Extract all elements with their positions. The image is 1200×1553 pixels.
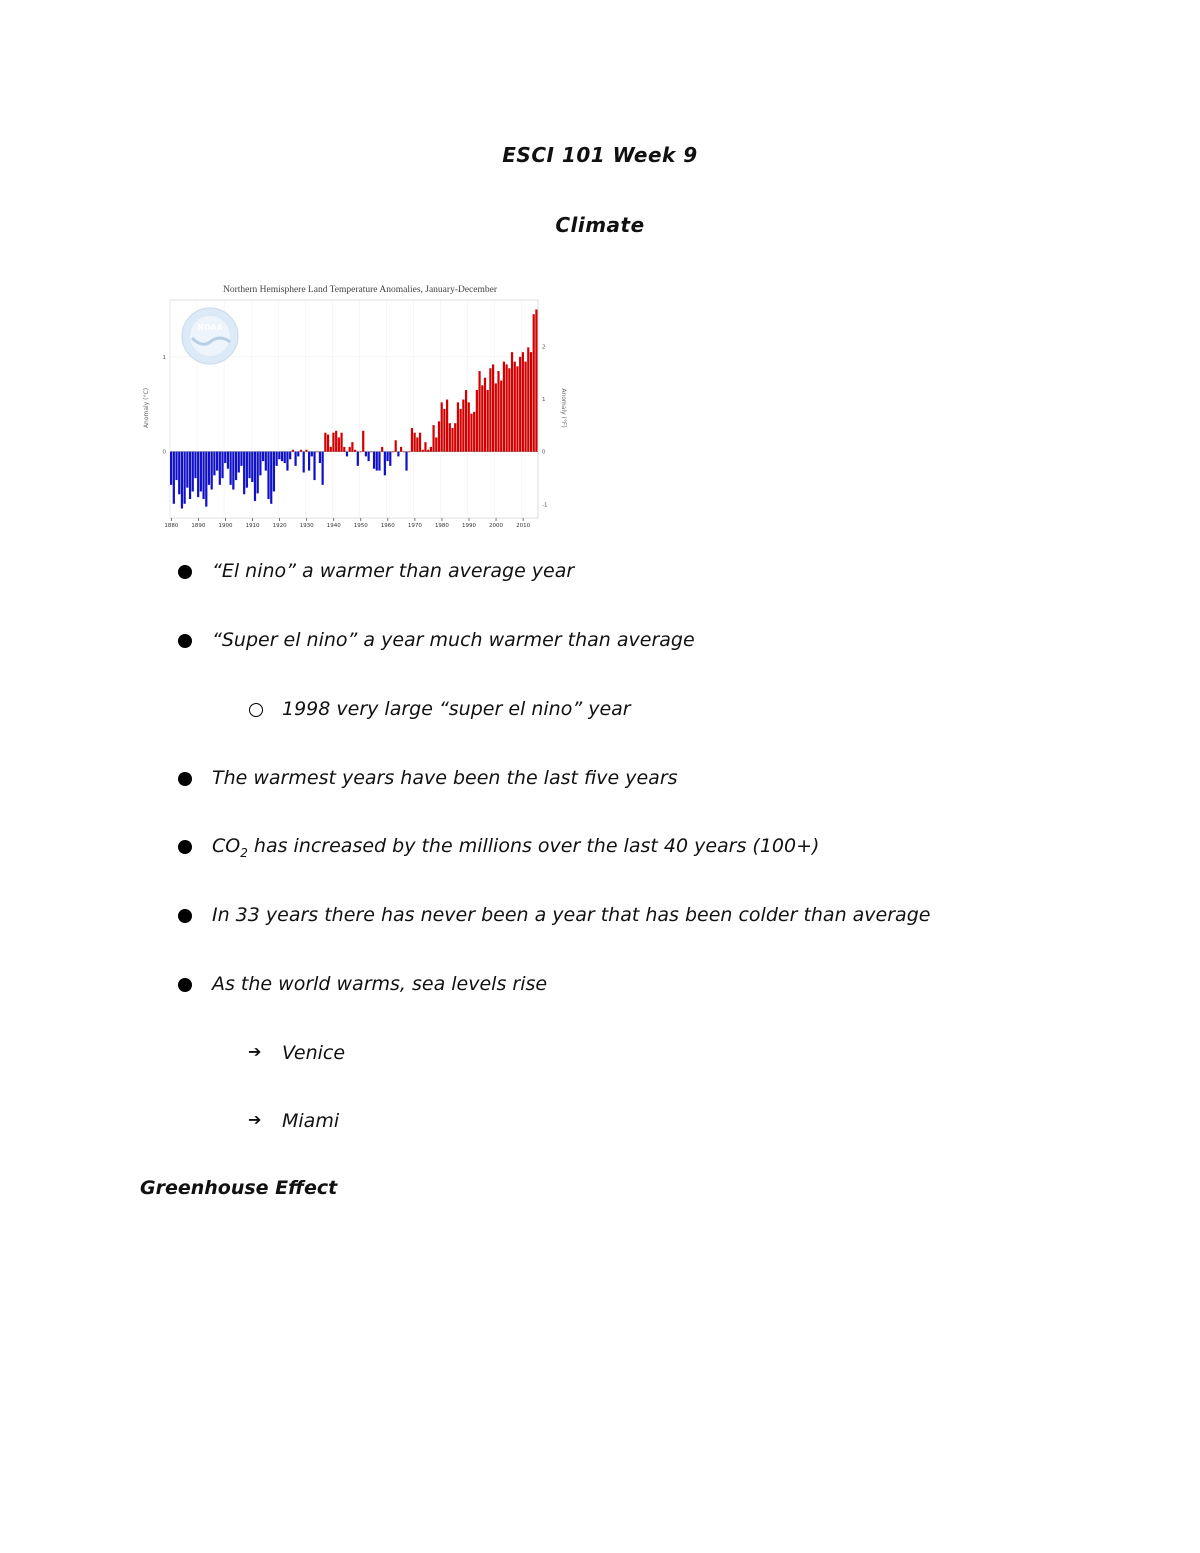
x-tick-label: 2000 [489,523,504,528]
y-axis-left-label: Anomaly (°C) [143,387,150,429]
bar-1925 [292,450,294,452]
bar-1965 [400,447,402,452]
arrow-right-icon: ➔ [248,1042,262,1061]
bar-1969 [411,428,413,452]
bar-1964 [397,452,399,457]
bar-1900 [224,452,226,463]
list-item-warmest-years: The warmest years have been the last five years [212,767,678,789]
x-tick-label: 1920 [272,523,287,528]
list-item-sea-levels: As the world warms, sea levels rise [212,973,548,995]
bar-1887 [189,452,191,499]
sub-item-miami: Miami [282,1110,340,1132]
sub-item-1998: 1998 very large “super el nino” year [282,698,631,720]
bar-1918 [273,452,275,492]
bar-1886 [186,452,188,488]
x-tick-label: 1980 [434,523,449,528]
bullet-icon [178,634,192,648]
bar-1990 [468,402,470,451]
bar-1987 [460,409,462,452]
bar-2004 [506,364,508,451]
bar-1986 [457,402,459,451]
co2-text: CO [212,835,241,857]
y-tick-label-right: 1 [542,396,546,403]
x-tick-label: 1960 [380,523,395,528]
y-tick-label-right: 2 [542,344,546,351]
bar-1989 [465,390,467,452]
bullet-icon [178,840,192,854]
bar-1998 [489,368,491,451]
bar-2005 [508,368,510,451]
bar-1924 [289,452,291,460]
bar-1882 [175,452,177,480]
bar-1996 [484,378,486,452]
y-tick-label-right: -1 [542,502,548,509]
bar-1951 [362,431,364,452]
bullet-icon [178,978,192,992]
bar-2002 [500,381,502,452]
bar-1901 [227,452,229,469]
bar-1958 [381,447,383,452]
bar-1988 [462,400,464,452]
bar-1970 [414,433,416,452]
bar-1944 [343,447,345,452]
greenhouse-effect-heading: Greenhouse Effect [140,1177,338,1199]
bar-1912 [257,452,259,494]
bar-2008 [516,366,518,451]
bar-1937 [324,433,326,452]
bar-1948 [354,450,356,452]
bar-1919 [276,452,278,466]
bar-1950 [359,452,361,453]
bar-1914 [262,452,264,461]
bar-1961 [389,452,391,466]
bar-1983 [449,423,451,451]
bar-1938 [327,435,329,452]
co2-subscript: 2 [240,845,248,860]
list-item-33-years: In 33 years there has never been a year that has been colder than average [212,904,931,926]
bar-1971 [416,437,418,451]
bar-2013 [530,352,532,452]
bar-2014 [533,314,535,451]
x-tick-label: 1990 [462,523,476,528]
bar-1949 [357,452,359,466]
bar-1966 [403,452,405,453]
bar-1992 [473,412,475,452]
bar-1955 [373,452,375,469]
bar-1981 [443,409,445,452]
bar-2001 [497,371,499,452]
bar-1903 [232,452,234,490]
bar-2000 [495,383,497,451]
chart-title: Northern Hemisphere Land Temperature Anomalies, January-December [222,285,498,295]
bar-1985 [454,423,456,451]
bar-1962 [392,452,394,453]
bullet-icon [178,565,192,579]
bar-1932 [311,452,313,457]
x-tick-label: 1900 [218,523,233,528]
bar-1896 [213,452,215,476]
bar-1893 [205,452,207,507]
bar-1881 [173,452,175,504]
x-tick-label: 1940 [326,523,341,528]
bar-1907 [243,452,245,495]
x-tick-label: 2010 [516,523,531,528]
bar-1895 [211,452,213,490]
y-tick-label-left: 1 [162,354,166,361]
noaa-logo-icon [182,308,238,364]
bar-1905 [238,452,240,473]
bar-1902 [230,452,232,485]
bar-2012 [527,347,529,451]
x-tick-label: 1880 [164,523,179,528]
bar-1935 [319,452,321,463]
y-axis-left-ticks [163,355,167,456]
bullet-icon [178,772,192,786]
bar-1957 [378,452,380,471]
noaa-logo-text: NOAA [197,323,223,332]
bar-1939 [330,447,332,452]
bar-1976 [430,447,432,452]
bar-1894 [208,452,210,485]
bar-1891 [200,452,202,492]
y-axis-right-ticks [542,344,547,508]
list-item-co2 [212,834,819,865]
bar-1991 [470,414,472,452]
bar-1973 [422,450,424,452]
bar-1953 [368,452,370,461]
bar-1945 [346,452,348,457]
bar-1942 [338,437,340,451]
bar-1884 [181,452,183,509]
bar-2003 [503,362,505,452]
list-item-el-nino: “El nino” a warmer than average year [212,560,575,582]
y-tick-label-right: 0 [542,449,546,456]
hollow-bullet-icon [249,703,263,717]
bar-1892 [202,452,204,499]
bar-2009 [519,357,521,452]
list-item-super-el-nino: “Super el nino” a year much warmer than average [212,629,695,651]
bar-1984 [451,428,453,452]
section-title: Climate [555,213,645,237]
y-axis-right-label: Anomaly (°F) [560,388,567,428]
bar-1968 [408,452,410,453]
bar-2007 [514,362,516,452]
bar-1995 [481,385,483,451]
sub-item-venice: Venice [282,1042,346,1064]
bar-1888 [192,452,194,492]
bar-1977 [432,425,434,452]
bar-1922 [284,452,286,463]
bar-1999 [492,364,494,451]
bar-1890 [197,452,199,498]
document-title: ESCI 101 Week 9 [502,143,698,167]
bar-1911 [254,452,256,501]
x-tick-label: 1930 [299,523,314,528]
bar-1910 [251,452,253,482]
bar-1889 [194,452,196,479]
bar-1917 [270,452,272,504]
bar-1933 [313,452,315,480]
bar-1915 [265,452,267,471]
bar-1898 [219,452,221,485]
bar-1982 [446,400,448,452]
x-tick-label: 1970 [407,523,422,528]
bar-1967 [405,452,407,471]
bar-1972 [419,433,421,452]
bar-1936 [322,452,324,485]
bar-1974 [424,442,426,451]
bar-1930 [305,450,307,452]
bar-1921 [281,452,283,461]
bar-2006 [511,352,513,452]
bullet-icon [178,909,192,923]
bar-1880 [170,452,172,485]
bar-1943 [340,433,342,452]
bar-1906 [240,452,242,466]
co2-rest: has increased by the millions over the last 40 years (100+) [247,835,820,857]
bar-1916 [267,452,269,499]
temperature-anomaly-chart [140,278,580,528]
bar-1899 [221,452,223,479]
bar-1994 [478,371,480,452]
bar-2015 [535,309,537,451]
bar-1927 [297,452,299,457]
bar-1897 [216,452,218,471]
bar-1946 [349,447,351,452]
bar-1928 [300,450,302,452]
bar-1979 [438,421,440,451]
x-axis-ticks [164,518,530,528]
x-tick-label: 1890 [191,523,206,528]
arrow-right-icon: ➔ [248,1110,262,1129]
bar-1885 [184,452,186,504]
bar-2011 [524,362,526,452]
bar-1959 [384,452,386,476]
x-tick-label: 1910 [245,523,260,528]
bar-2010 [522,352,524,452]
bar-1941 [335,431,337,452]
bar-1920 [278,452,280,460]
bar-1997 [487,390,489,452]
bar-1952 [365,452,367,457]
bar-1931 [308,452,310,471]
bar-1993 [476,390,478,452]
bar-1940 [332,433,334,452]
bar-1963 [395,440,397,451]
bar-1926 [294,452,296,466]
bar-1913 [259,452,261,476]
bar-1956 [376,452,378,471]
bar-1904 [235,452,237,480]
bar-1947 [351,442,353,451]
y-tick-label-left: 0 [162,449,166,456]
bar-1975 [427,450,429,452]
bar-1908 [246,452,248,488]
x-tick-label: 1950 [353,523,368,528]
bar-1954 [370,452,372,453]
bar-1923 [286,452,288,471]
bar-1909 [248,452,250,479]
bar-1883 [178,452,180,495]
bar-1978 [435,437,437,451]
bar-1980 [441,402,443,451]
bar-1934 [316,452,318,453]
bar-1929 [303,452,305,473]
bar-1960 [386,452,388,461]
